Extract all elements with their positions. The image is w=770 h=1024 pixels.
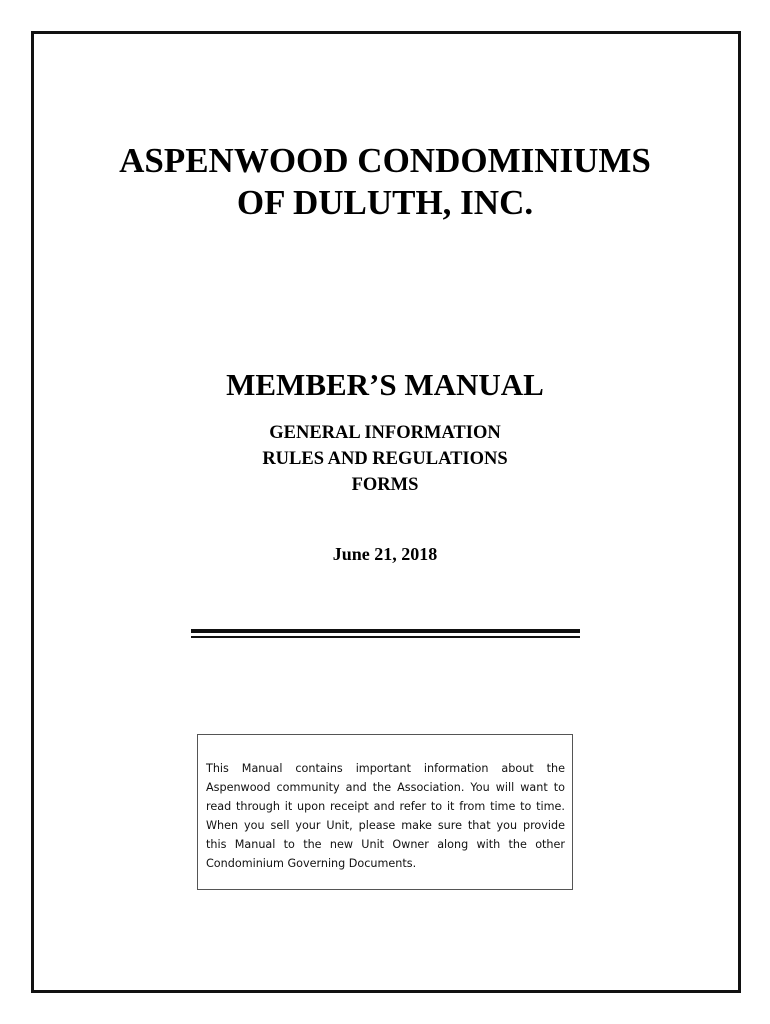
organization-title-line-2: OF DULUTH, INC. (236, 183, 534, 222)
section-general-information: GENERAL INFORMATION (269, 423, 501, 443)
section-forms: FORMS (351, 475, 419, 495)
section-rules-and-regulations: RULES AND REGULATIONS (262, 449, 508, 469)
organization-title-line-1: ASPENWOOD CONDOMINIUMS (119, 141, 651, 180)
document-date: June 21, 2018 (332, 544, 438, 564)
organization-title (0, 140, 770, 224)
notice-box (197, 734, 573, 890)
manual-title: MEMBER’S MANUAL (226, 367, 544, 402)
manual-sections (0, 420, 770, 498)
divider-thin (191, 636, 580, 638)
divider-thick (191, 629, 580, 633)
notice-text: This Manual contains important information about the Aspenwood community and the Association. You will want to read through it upon receipt and refer to it from time to time. When you sell your Unit, please make sure that you provide this Manual to the new Unit Owner along with the other Condominium Governing Documents. (206, 762, 565, 870)
